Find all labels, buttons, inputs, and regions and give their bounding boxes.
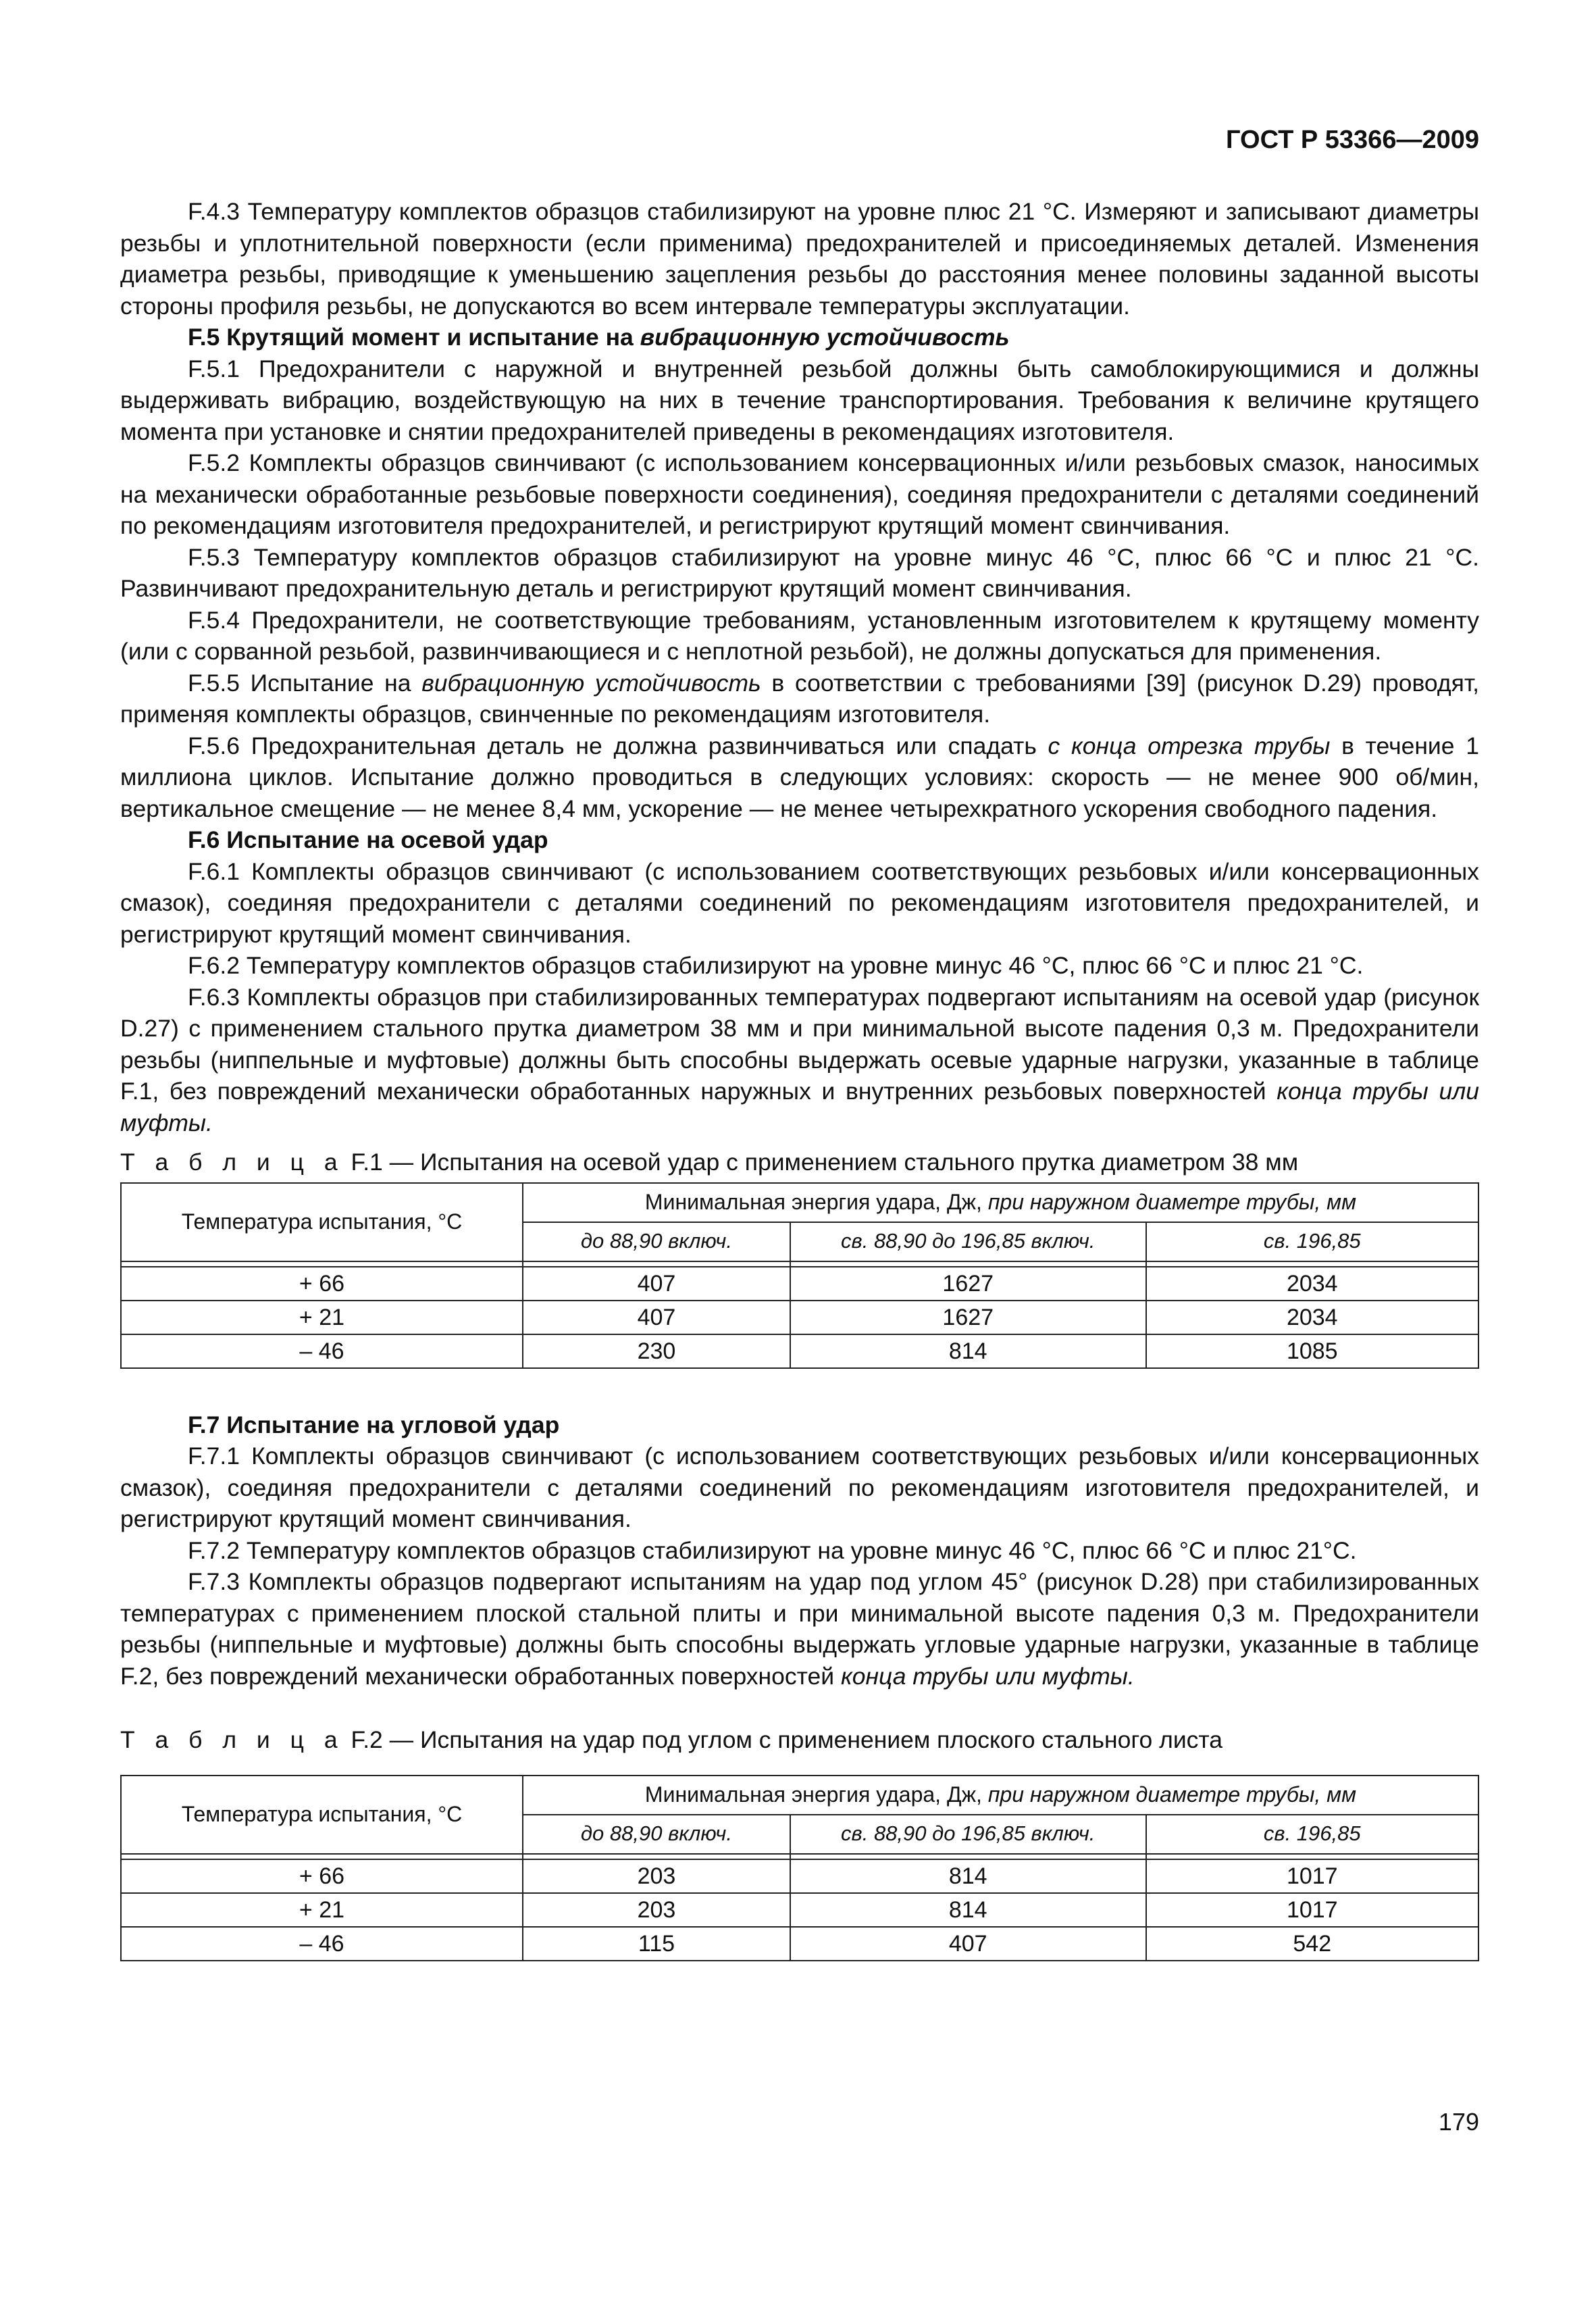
energy-cell: 1627 [790, 1267, 1146, 1301]
energy-cell: 814 [790, 1893, 1146, 1927]
temperature-cell: + 66 [121, 1859, 523, 1893]
table-header-row [121, 1776, 1478, 1815]
energy-cell: 1017 [1146, 1859, 1478, 1893]
paragraph-text: F.5 Крутящий момент и испытание на [188, 324, 640, 351]
table-row [121, 1927, 1478, 1961]
temperature-cell: + 66 [121, 1267, 523, 1301]
header-group-energy [523, 1776, 1478, 1815]
table-header-row [121, 1183, 1478, 1222]
page-number: 179 [1438, 2108, 1479, 2136]
section-heading [120, 824, 1479, 856]
temperature-cell: + 21 [121, 1893, 523, 1927]
header-diameter-range: до 88,90 включ. [523, 1222, 790, 1261]
energy-cell: 814 [790, 1859, 1146, 1893]
paragraph [120, 447, 1479, 542]
section-f7 [120, 1409, 1479, 1692]
energy-cell: 2034 [1146, 1267, 1478, 1301]
emphasis-text: вибрационную устойчивость [421, 669, 761, 697]
table-f2-caption [120, 1724, 1479, 1756]
energy-cell: 1017 [1146, 1893, 1478, 1927]
paragraph [120, 950, 1479, 982]
paragraph [120, 668, 1479, 730]
energy-cell: 407 [790, 1927, 1146, 1961]
energy-cell: 407 [523, 1267, 790, 1301]
header-diameter-range: до 88,90 включ. [523, 1815, 790, 1854]
table-row [121, 1334, 1478, 1368]
paragraph [120, 982, 1479, 1139]
paragraph-text: F.5.3 Температуру комплектов образцов стабилизируют на уровне минус 46 °С, плюс 66 °С и плюс 21 °С. Развинчивают предохранительную деталь и регистрируют крутящий момент свинчивания. [120, 543, 1479, 602]
table-row [121, 1301, 1478, 1334]
paragraph-text: F.6 Испытание на осевой удар [188, 826, 548, 853]
energy-cell: 1085 [1146, 1334, 1478, 1368]
table-caption-text: F.2 — Испытания на удар под углом с применением плоского стального листа [351, 1726, 1223, 1753]
emphasis-text: с конца отрезка трубы [1048, 732, 1331, 759]
energy-cell: 814 [790, 1334, 1146, 1368]
energy-cell: 542 [1146, 1927, 1478, 1961]
paragraph [120, 730, 1479, 825]
document-body [120, 196, 1479, 1961]
paragraph-tail: в соответствии с требованиями [39] (рисунок D.29) проводят, применяя комплекты образцов, свинченные по рекомендациям изготовителя. [120, 669, 1480, 728]
header-group-text: Минимальная энергия удара, Дж, [644, 1190, 988, 1215]
table-row [121, 1859, 1478, 1893]
energy-cell: 203 [523, 1893, 790, 1927]
header-diameter-range: св. 88,90 до 196,85 включ. [790, 1222, 1146, 1261]
energy-cell: 1627 [790, 1301, 1146, 1334]
section-heading [120, 322, 1479, 353]
energy-cell: 115 [523, 1927, 790, 1961]
paragraph-text: F.5.4 Предохранители, не соответствующие требованиям, установленным изготовителем к крутящему моменту (или с сорванной резьбой, развинчивающиеся и с неплотной резьбой), не должны допускаться для применения. [120, 606, 1479, 665]
temperature-cell: + 21 [121, 1301, 523, 1334]
header-diameter-range: св. 196,85 [1146, 1815, 1478, 1854]
section-heading [120, 1409, 1479, 1441]
paragraph-text: F.6.1 Комплекты образцов свинчивают (с использованием соответствующих резьбовых и/или консервационных смазок), соединяя предохранители с деталями соединений по рекомендациям изготовителя предохранителей, и регистрируют крутящий момент свинчивания. [120, 857, 1479, 948]
table-f1-caption [120, 1147, 1479, 1178]
paragraph-text: F.5.5 Испытание на [188, 669, 422, 697]
energy-cell: 407 [523, 1301, 790, 1334]
table-row [121, 1267, 1478, 1301]
table-row [121, 1893, 1478, 1927]
table-f2 [120, 1775, 1479, 1961]
paragraph [120, 1440, 1479, 1535]
header-group-energy [523, 1183, 1478, 1222]
paragraph [120, 1535, 1479, 1567]
energy-cell: 230 [523, 1334, 790, 1368]
header-group-emphasis: при наружном диаметре трубы, мм [987, 1782, 1357, 1807]
emphasis-text: конца трубы или муфты. [120, 1078, 1479, 1136]
energy-cell: 203 [523, 1859, 790, 1893]
header-diameter-range: св. 196,85 [1146, 1222, 1478, 1261]
table-f1 [120, 1182, 1479, 1369]
paragraph-text: F.7.2 Температуру комплектов образцов стабилизируют на уровне минус 46 °С, плюс 66 °С и плюс 21°С. [188, 1536, 1357, 1564]
table-separator [121, 1261, 1478, 1267]
table-separator [121, 1854, 1478, 1859]
paragraph-tail: в течение 1 миллиона циклов. Испытание должно проводиться в следующих условиях: скорость — не менее 900 об/мин, вертикальное смещение — не менее 8,4 мм, ускорение — не менее четырехкратного ускорения свободного падения. [120, 732, 1479, 822]
section-f4-f6 [120, 196, 1479, 1138]
paragraph-text: F.5.1 Предохранители с наружной и внутренней резьбой должны быть самоблокирующимися и должны выдерживать вибрацию, воздействующую на них в течение транспортирования. Требования к величине крутящего момента при установке и снятии предохранителей приведены в рекомендациях изготовителя. [120, 355, 1479, 445]
temperature-cell: – 46 [121, 1927, 523, 1961]
energy-cell: 2034 [1146, 1301, 1478, 1334]
table-label: Т а б л и ц а [120, 1726, 344, 1753]
header-group-emphasis: при наружном диаметре трубы, мм [987, 1190, 1357, 1215]
header-group-text: Минимальная энергия удара, Дж, [644, 1782, 988, 1807]
emphasis-text: вибрационную устойчивость [640, 324, 1010, 351]
paragraph-text: F.5.6 Предохранительная деталь не должна развинчиваться или спадать [188, 732, 1048, 759]
temperature-cell: – 46 [121, 1334, 523, 1368]
document-id-header: ГОСТ Р 53366—2009 [1226, 126, 1479, 154]
paragraph-text: F.5.2 Комплекты образцов свинчивают (с использованием консервационных и/или резьбовых смазок, наносимых на механически обработанные резьбовые поверхности соединения), соединяя предохранители с деталями соединений по рекомендациям изготовителя предохранителей, и регистрируют крутящий момент свинчивания. [120, 449, 1479, 539]
paragraph-text: F.4.3 Температуру комплектов образцов стабилизируют на уровне плюс 21 °С. Измеряют и записывают диаметры резьбы и уплотнительной поверхности (если применима) предохранителей и присоединяемых деталей. Изменения диаметра резьбы, приводящие к уменьшению зацепления резьбы до расстояния менее половины заданной высоты стороны профиля резьбы, не допускаются во всем интервале температуры эксплуатации. [120, 198, 1479, 320]
paragraph-text: F.7.1 Комплекты образцов свинчивают (с использованием соответствующих резьбовых и/или консервационных смазок), соединяя предохранители с деталями соединений по рекомендациям изготовителя предохранителей, и регистрируют крутящий момент свинчивания. [120, 1442, 1479, 1532]
paragraph [120, 542, 1479, 605]
header-diameter-range: св. 88,90 до 196,85 включ. [790, 1815, 1146, 1854]
paragraph [120, 605, 1479, 668]
paragraph-text: F.6.2 Температуру комплектов образцов стабилизируют на уровне минус 46 °С, плюс 66 °С и плюс 21 °С. [188, 952, 1364, 979]
paragraph-text: F.7 Испытание на угловой удар [188, 1411, 560, 1438]
paragraph-text: F.6.3 Комплекты образцов при стабилизированных температурах подвергают испытаниям на осевой удар (рисунок D.27) с применением стального прутка диаметром 38 мм и при минимальной высоте падения 0,3 м. Предохранители резьбы (ниппельные и муфтовые) должны быть способны выдержать осевые ударные нагрузки, указанные в таблице F.1, без повреждений механически обработанных наружных и внутренних резьбовых поверхностей [120, 983, 1479, 1105]
paragraph [120, 196, 1479, 322]
paragraph-text: F.7.3 Комплекты образцов подвергают испытаниям на удар под углом 45° (рисунок D.28) при стабилизированных температурах с применением плоской стальной плиты и при минимальной высоте падения 0,3 м. Предохранители резьбы (ниппельные и муфтовые) должны быть способны выдержать угловые ударные нагрузки, указанные в таблице F.2, без повреждений механически обработанных поверхностей [120, 1568, 1479, 1690]
header-temperature: Температура испытания, °С [121, 1776, 523, 1854]
paragraph [120, 353, 1479, 448]
paragraph [120, 856, 1479, 951]
paragraph [120, 1566, 1479, 1692]
table-label: Т а б л и ц а [120, 1149, 344, 1176]
table-caption-text: F.1 — Испытания на осевой удар с применением стального прутка диаметром 38 мм [351, 1149, 1299, 1176]
header-temperature: Температура испытания, °С [121, 1183, 523, 1261]
emphasis-text: конца трубы или муфты. [840, 1662, 1135, 1690]
